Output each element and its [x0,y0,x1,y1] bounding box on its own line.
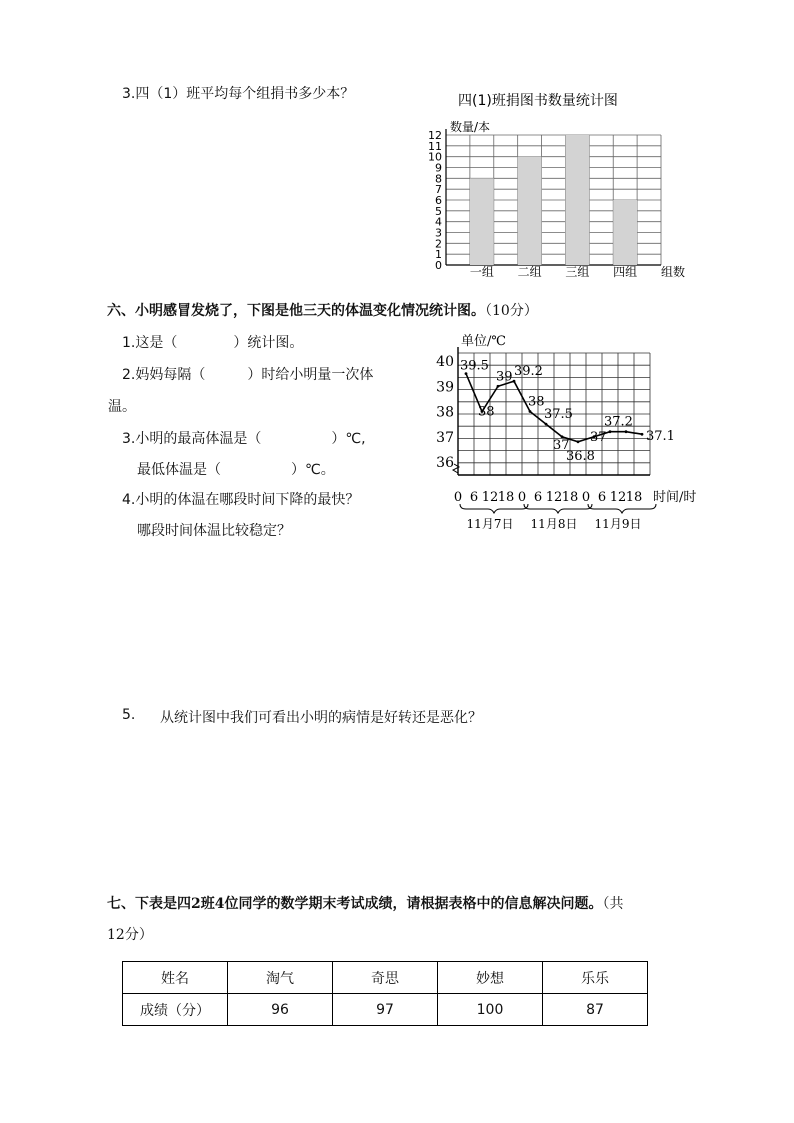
data-label: 38 [528,394,545,410]
y-tick-label: 0 [435,259,442,272]
x-tick-label: 12 [609,490,627,505]
table-cell: 100 [438,994,543,1026]
y-tick-label: 5 [435,204,442,218]
day-brace [588,504,656,513]
bar-chart-title: 四(1)班捐图书数量统计图 [458,93,618,109]
data-label: 39.2 [514,364,543,380]
data-point [609,430,612,433]
bar [613,200,637,265]
line-chart-data-labels [460,359,675,464]
table-header-row [123,962,648,994]
x-tick-label: 18 [497,490,515,505]
bar [518,157,542,265]
x-tick-label: 12 [481,490,499,505]
table-cell: 妙想 [438,962,543,994]
table-row [123,994,648,1026]
data-label: 37 [590,429,607,445]
x-tick-label: 0 [453,490,463,505]
table-cell: 乐乐 [543,962,648,994]
x-tick-label: 18 [625,490,643,505]
y-tick-label: 9 [435,161,442,175]
data-label: 37.1 [646,429,675,445]
y-tick-label: 6 [435,194,442,207]
y-tick-label: 3 [435,226,442,240]
data-label: 39 [496,369,513,385]
line-chart-xticks [454,490,642,505]
data-point [513,380,516,383]
category-label: 一组 [469,265,494,279]
section-6-q3-line2: 最低体温是（ ）℃。 [137,462,335,478]
x-tick-label: 6 [469,490,479,505]
bar-chart-ylabel: 数量/本 [450,120,491,134]
section-6-q4-line2: 哪段时间体温比较稳定？ [137,523,291,539]
data-label: 37 [553,437,570,453]
day-label: 11月9日 [594,517,642,531]
y-tick-label: 37 [436,429,454,446]
category-label: 四组 [613,265,638,279]
y-tick-label: 10 [428,150,442,164]
x-tick-label: 0 [517,490,527,505]
bar-chart-xlabel: 组数 [661,265,686,279]
section-6-q1: 1.这是（ ）统计图。 [122,335,304,351]
section-6-q2-line1: 2.妈妈每隔（ ）时给小明量一次体 [122,367,374,383]
y-tick-label: 2 [435,237,442,251]
data-point [545,423,548,426]
data-label: 38 [478,404,495,420]
section-7-title: 七、下表是四2班4位同学的数学期末考试成绩，请根据表格中的信息解决问题。 [107,896,603,912]
table-cell: 奇思 [333,962,438,994]
day-brace [460,504,528,513]
category-label: 二组 [517,265,542,279]
section-6-title: 六、小明感冒发烧了，下图是他三天的体温变化情况统计图。 [107,303,485,319]
data-point [497,385,500,388]
data-point [529,410,532,413]
y-tick-label: 11 [428,139,442,153]
y-tick-label: 1 [435,248,442,262]
table-cell: 淘气 [228,962,333,994]
section-7-points-a: （共 [602,896,624,912]
question-3: 3.四（1）班平均每个组捐书多少本？ [122,86,355,102]
section-6-q4-line1: 4.小明的体温在哪段时间下降的最快？ [122,492,360,508]
y-tick-label: 12 [428,129,442,142]
bar-chart-categories [470,265,637,279]
data-label: 37.5 [544,407,573,423]
y-tick-label: 40 [436,354,454,370]
bar-chart-yticks [428,129,442,272]
table-cell: 96 [228,994,333,1026]
scores-table [122,961,648,1026]
x-tick-label: 12 [545,490,563,505]
table-cell: 97 [333,994,438,1026]
line-chart-yticks [436,354,454,471]
y-tick-label: 7 [435,183,442,197]
line-chart-day-labels [460,504,656,531]
line-chart [425,328,715,536]
data-label: 39.5 [460,358,489,374]
line-chart-ylabel: 单位/℃ [461,334,506,349]
section-7-points-b: 12分） [107,927,153,943]
category-label: 三组 [565,265,590,279]
section-6-heading [107,300,538,320]
section-7-heading [107,893,623,913]
section-6-q5-number: 5. [122,707,136,723]
data-point [577,440,580,443]
table-cell: 87 [543,994,648,1026]
data-point [641,433,644,436]
data-point [625,430,628,433]
x-tick-label: 6 [597,490,607,505]
y-tick-label: 4 [435,215,442,229]
section-6-q2-line2: 温。 [108,399,136,415]
x-tick-label: 0 [581,490,591,505]
table-cell: 姓名 [123,962,228,994]
section-6-q5: 从统计图中我们可看出小明的病情是好转还是恶化？ [160,710,482,726]
y-tick-label: 38 [436,404,454,421]
bar [470,178,494,265]
x-tick-label: 6 [533,490,543,505]
data-label: 37.2 [604,414,633,430]
line-chart-xlabel: 时间/时 [653,490,697,505]
day-brace [524,504,592,513]
y-tick-label: 36 [436,455,454,471]
section-6-points: （10分） [485,303,538,319]
table-cell: 成绩（分） [123,994,228,1026]
day-label: 11月8日 [530,517,578,531]
data-label: 36.8 [566,448,595,464]
section-6-q3-line1: 3.小明的最高体温是（ ）℃, [122,431,366,447]
bar [565,135,589,265]
x-tick-label: 18 [561,490,579,505]
bar-chart [425,85,705,280]
y-tick-label: 8 [435,172,442,186]
y-tick-label: 39 [436,379,454,396]
day-label: 11月7日 [466,517,514,531]
